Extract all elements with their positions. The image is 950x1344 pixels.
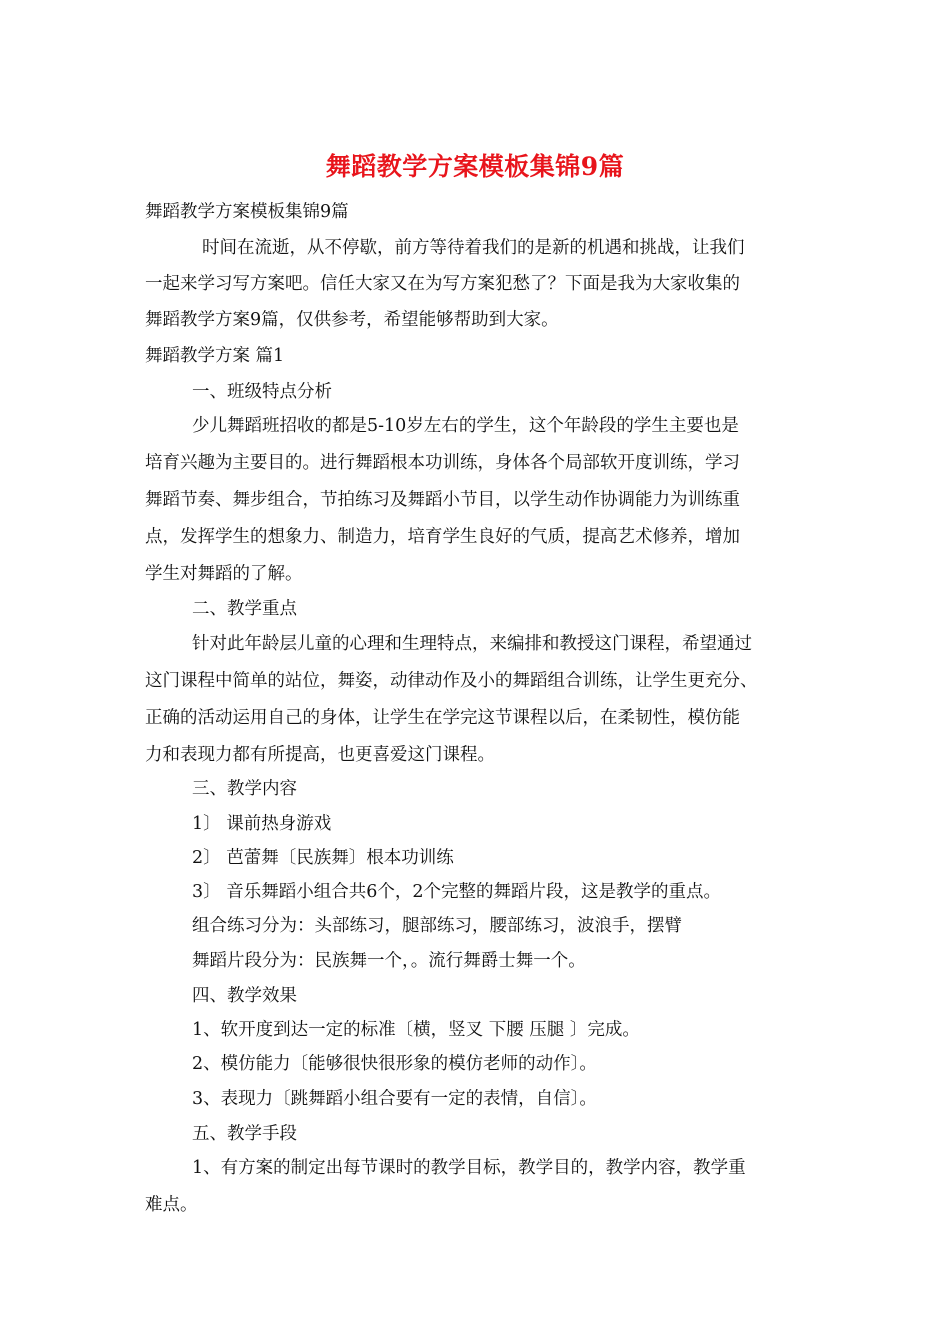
list-item: 1、软开度到达一定的标准〔横，竖叉 下腰 压腿 〕完成。 <box>192 1020 640 1040</box>
section-heading: 二、教学重点 <box>192 599 297 619</box>
intro-line: 时间在流逝，从不停歇，前方等待着我们的是新的机遇和挑战，让我们 <box>202 238 745 258</box>
paragraph-line: 培育兴趣为主要目的。进行舞蹈根本功训练，身体各个局部软开度训练，学习 <box>145 453 740 473</box>
paragraph-line: 难点。 <box>145 1195 198 1215</box>
section-heading: 四、教学效果 <box>192 986 297 1006</box>
list-item: 2、模仿能力〔能够很快很形象的模仿老师的动作〕。 <box>192 1054 597 1074</box>
document-title: 舞蹈教学方案模板集锦9篇 <box>325 152 625 181</box>
paragraph-line: 学生对舞蹈的了解。 <box>145 564 303 584</box>
document-subtitle: 舞蹈教学方案模板集锦9篇 <box>145 202 349 222</box>
section-heading: 三、教学内容 <box>192 779 297 799</box>
note-line: 舞蹈片段分为：民族舞一个，。流行舞爵士舞一个。 <box>192 951 586 971</box>
paragraph-line: 针对此年龄层儿童的心理和生理特点，来编排和教授这门课程，希望通过 <box>192 634 752 654</box>
paragraph-line: 少儿舞蹈班招收的都是5-10岁左右的学生，这个年龄段的学生主要也是 <box>192 416 739 436</box>
paragraph-line: 力和表现力都有所提高，也更喜爱这门课程。 <box>145 745 495 765</box>
paragraph-line: 舞蹈节奏、舞步组合，节拍练习及舞蹈小节目，以学生动作协调能力为训练重 <box>145 490 740 510</box>
paragraph-line: 点，发挥学生的想象力、制造力，培育学生良好的气质，提高艺术修养，增加 <box>145 527 740 547</box>
list-item: 3、表现力〔跳舞蹈小组合要有一定的表情，自信〕。 <box>192 1089 597 1109</box>
list-item: 3〕 音乐舞蹈小组合共6个，2个完整的舞蹈片段，这是教学的重点。 <box>192 882 721 902</box>
plan-heading: 舞蹈教学方案 篇1 <box>145 346 285 366</box>
section-heading: 五、教学手段 <box>192 1124 297 1144</box>
paragraph-line: 1、有方案的制定出每节课时的教学目标，教学目的，教学内容，教学重 <box>192 1158 746 1178</box>
intro-line: 一起来学习写方案吧。信任大家又在为写方案犯愁了？下面是我为大家收集的 <box>145 274 740 294</box>
list-item: 2〕 芭蕾舞〔民族舞〕根本功训练 <box>192 848 454 868</box>
section-heading: 一、班级特点分析 <box>192 382 332 402</box>
paragraph-line: 正确的活动运用自己的身体，让学生在学完这节课程以后，在柔韧性，模仿能 <box>145 708 740 728</box>
paragraph-line: 这门课程中简单的站位，舞姿，动律动作及小的舞蹈组合训练，让学生更充分、 <box>145 671 758 691</box>
note-line: 组合练习分为：头部练习，腿部练习，腰部练习，波浪手，摆臂 <box>192 916 682 936</box>
list-item: 1〕 课前热身游戏 <box>192 814 332 834</box>
intro-line: 舞蹈教学方案9篇，仅供参考，希望能够帮助到大家。 <box>145 310 559 330</box>
